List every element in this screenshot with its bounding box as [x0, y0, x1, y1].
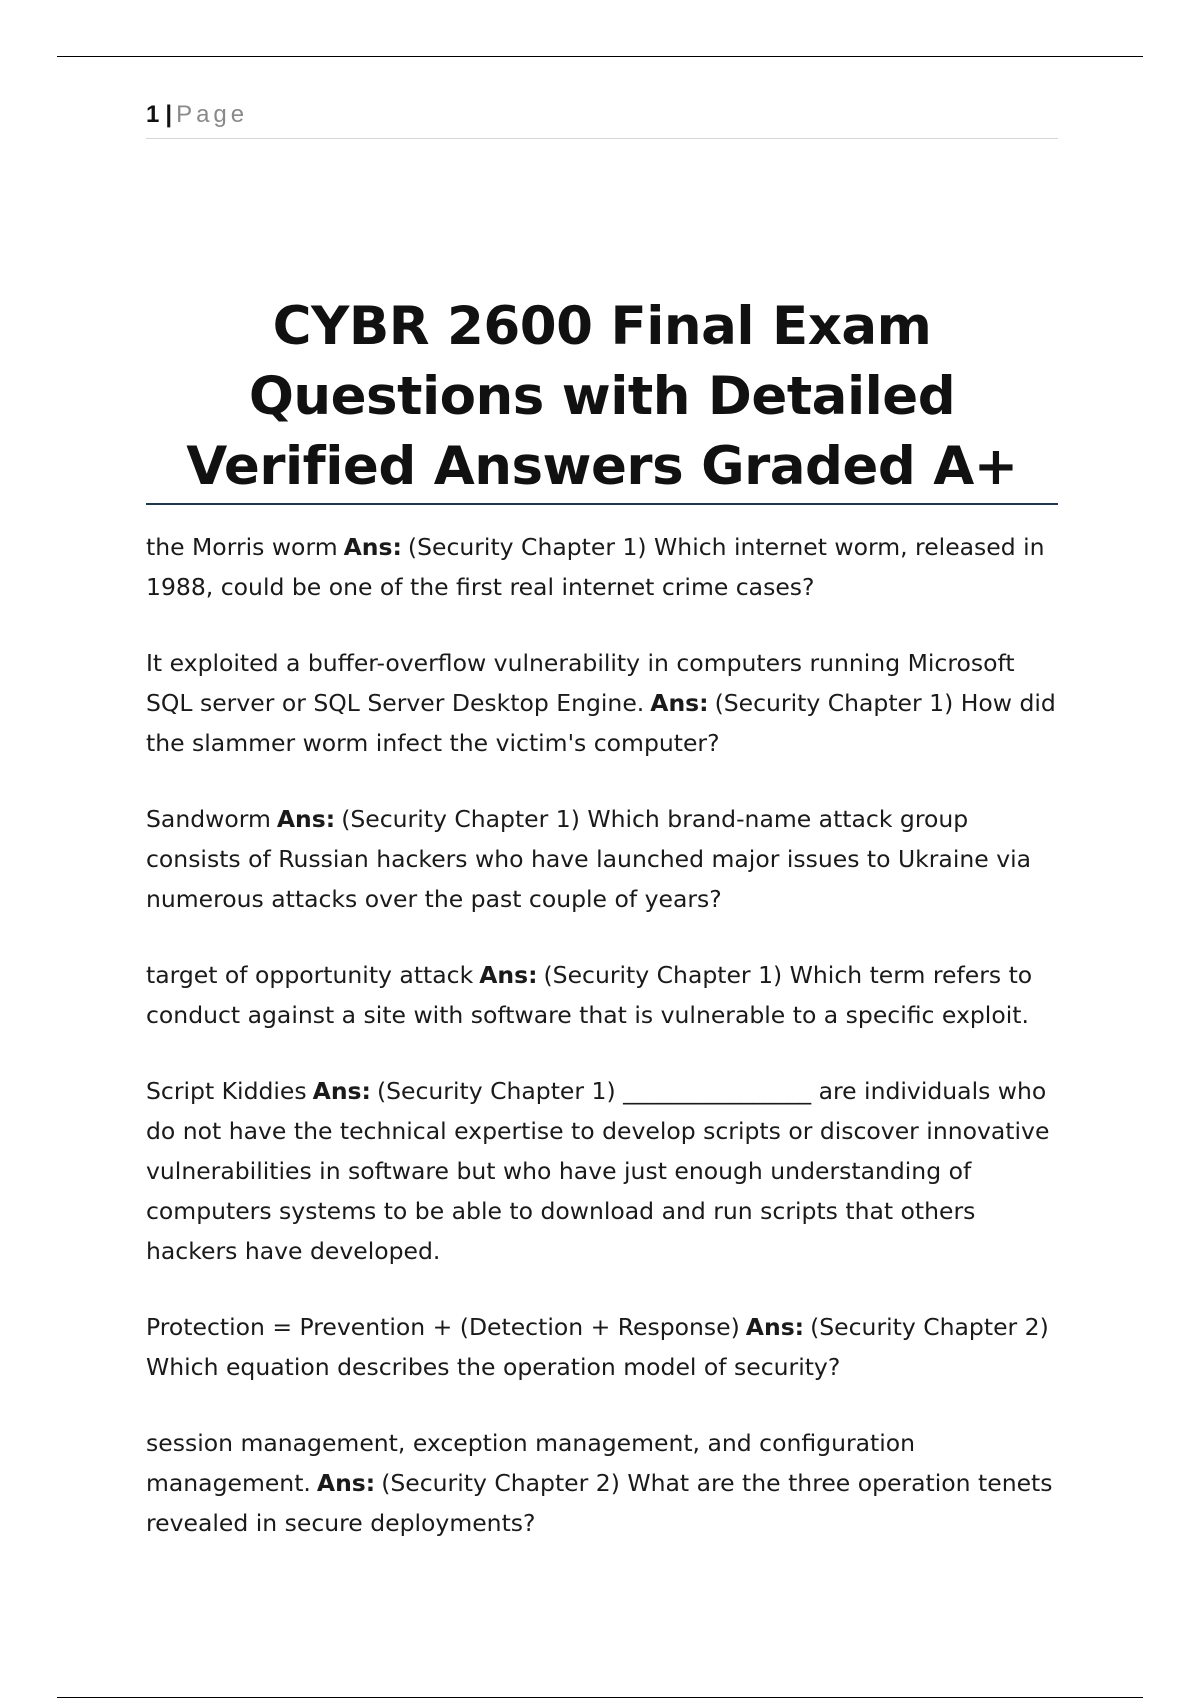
- qa-item: [146, 799, 1066, 919]
- qa-answer: Sandworm: [146, 805, 271, 833]
- ans-label: Ans:: [343, 533, 402, 561]
- qa-answer: Script Kiddies: [146, 1077, 307, 1105]
- ans-label: Ans:: [312, 1077, 371, 1105]
- qa-question: (Security Chapter 1) ________________ are individuals who do not have the technical expertise to develop scripts or discover innovative vulnerabilities in software but who have just enough understanding of computers systems to be able to download and run scripts that others hackers have developed.: [146, 1077, 1050, 1265]
- bottom-border-line: [57, 1697, 1143, 1698]
- qa-item: [146, 643, 1066, 763]
- top-border-line: [57, 56, 1143, 57]
- ans-label: Ans:: [650, 689, 709, 717]
- qa-list: [146, 527, 1066, 1579]
- qa-question: (Security Chapter 2) Which equation describes the operation model of security?: [146, 1313, 1049, 1381]
- qa-item: [146, 1071, 1066, 1271]
- qa-question: (Security Chapter 1) Which internet worm, released in 1988, could be one of the first real internet crime cases?: [146, 533, 1045, 601]
- ans-label: Ans:: [745, 1313, 805, 1341]
- qa-answer: session management, exception management, and configuration management.: [146, 1429, 916, 1497]
- page-number: 1: [146, 101, 160, 128]
- qa-item: [146, 1423, 1066, 1543]
- qa-question: (Security Chapter 1) How did the slammer worm infect the victim's computer?: [146, 689, 1056, 757]
- page-header: [146, 98, 1058, 139]
- qa-item: [146, 955, 1066, 1035]
- ans-label: Ans:: [316, 1469, 376, 1497]
- qa-question: (Security Chapter 1) Which term refers to conduct against a site with software that is vulnerable to a specific exploit.: [146, 961, 1033, 1029]
- qa-answer: Protection = Prevention + (Detection + Response): [146, 1313, 740, 1341]
- page-separator: |: [165, 101, 173, 128]
- page-label: Page: [176, 101, 249, 128]
- ans-label: Ans:: [479, 961, 538, 989]
- document-title: CYBR 2600 Final Exam Questions with Detailed Verified Answers Graded A+: [186, 296, 1018, 497]
- qa-answer: It exploited a buffer-overflow vulnerability in computers running Microsoft SQL server or SQL Server Desktop Engine.: [146, 649, 1015, 717]
- qa-question: (Security Chapter 2) What are the three operation tenets revealed in secure deployments?: [146, 1469, 1053, 1537]
- qa-answer: target of opportunity attack: [146, 961, 474, 989]
- qa-question: (Security Chapter 1) Which brand-name attack group consists of Russian hackers who have launched major issues to Ukraine via numerous attacks over the past couple of years?: [146, 805, 1032, 913]
- qa-answer: the Morris worm: [146, 533, 338, 561]
- qa-item: [146, 527, 1066, 607]
- title-block: [146, 292, 1058, 505]
- ans-label: Ans:: [276, 805, 336, 833]
- qa-item: [146, 1307, 1066, 1387]
